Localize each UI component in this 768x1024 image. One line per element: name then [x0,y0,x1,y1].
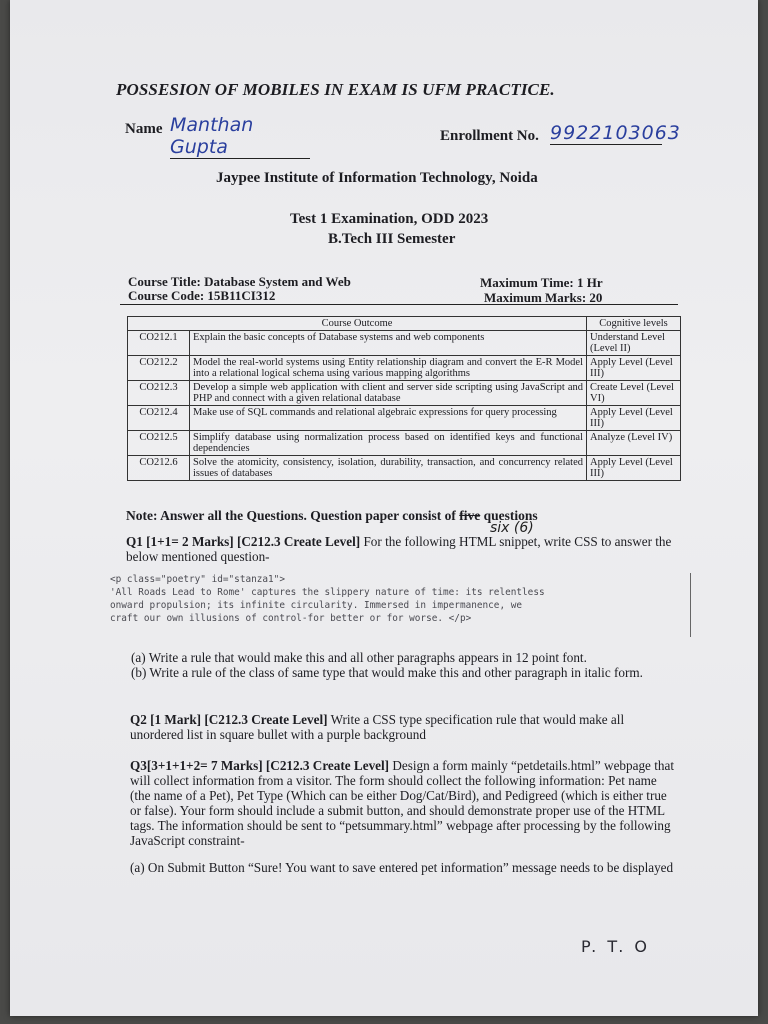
co-code: CO212.5 [128,431,190,456]
max-time: Maximum Time: 1 Hr [480,275,603,290]
q2-text: Write a CSS type specification rule that would make all unordered list in square bullet with a purple background [130,712,625,742]
institute-name: Jaypee Institute of Information Technology, Noida [216,170,538,186]
exam-sheet [10,0,758,1016]
table-row [128,356,681,381]
table-row [128,381,681,406]
question-2 [130,712,680,742]
co-level: Apply Level (Level III) [587,456,681,481]
co-code: CO212.6 [128,456,190,481]
note-struck-word: five [459,508,481,523]
code-line: craft our own illusions of control-for better or for worse. </p> [110,613,472,624]
co-code: CO212.4 [128,406,190,431]
handwritten-correction: six (6) [490,520,534,536]
q3-part-a: (a) On Submit Button “Sure! You want to save entered pet information” message needs to be displayed [130,860,674,875]
co-level: Understand Level (Level II) [587,331,681,356]
co-level: Create Level (Level VI) [587,381,681,406]
table-row [128,331,681,356]
enrollment-label: Enrollment No. [440,128,539,144]
co-outcome: Model the real-world systems using Entity relationship diagram and convert the E-R Model into a relational logical schema using various mapping algorithms [190,356,587,381]
max-marks: Maximum Marks: 20 [484,290,603,305]
table-row [128,406,681,431]
co-code: CO212.2 [128,356,190,381]
co-code: CO212.3 [128,381,190,406]
code-line: onward propulsion; its infinite circularity. Immersed in impermanence, we [110,600,523,611]
q1-part-b: (b) Write a rule of the class of same type that would make this and other paragraph in italic form. [131,665,643,680]
code-line: 'All Roads Lead to Rome' captures the slippery nature of time: its relentless [110,587,545,598]
co-level: Apply Level (Level III) [587,356,681,381]
table-header-row [128,317,681,331]
co-level: Apply Level (Level III) [587,406,681,431]
mobile-warning: POSSESION OF MOBILES IN EXAM IS UFM PRACTICE. [116,80,555,99]
outcome-header: Course Outcome [128,317,587,331]
question-3 [130,758,680,848]
student-name: Manthan Gupta [170,114,310,159]
table-row [128,431,681,456]
html-snippet [110,573,691,637]
table-row [128,456,681,481]
co-outcome: Explain the basic concepts of Database systems and web components [190,331,587,356]
name-label: Name [125,121,163,137]
course-title: Course Title: Database System and Web [128,274,351,289]
q3-heading: Q3[3+1+1+2= 7 Marks] [C212.3 Create Level] [130,758,390,773]
co-outcome: Develop a simple web application with client and server side scripting using JavaScript and PHP and connect with a given relational database [190,381,587,406]
note-text-end: questions [480,508,538,523]
q1-part-a: (a) Write a rule that would make this and all other paragraphs appears in 12 point font. [131,650,587,665]
co-level: Analyze (Level IV) [587,431,681,456]
code-line: <p class="poetry" id="stanza1"> [110,574,285,585]
question-1 [126,534,678,564]
please-turn-over: P. T. O [581,937,650,956]
instruction-note [126,508,538,524]
enrollment-number: 9922103063 [550,122,681,144]
semester: B.Tech III Semester [328,231,456,247]
divider [120,304,678,305]
co-outcome: Simplify database using normalization process based on identified keys and functional dependencies [190,431,587,456]
co-outcome: Solve the atomicity, consistency, isolation, durability, transaction, and concurrency related issues of databases [190,456,587,481]
q3-text: Design a form mainly “petdetails.html” webpage that will collect information from a visitor. The form should collect the following information: Pet name (the name of a Pet), Pet Type (Which can be either Dog/Cat/Bird), and Pedigreed (which is either true or false). Your form should include a submit button, and should demonstrate proper use of the HTML tags. The information should be sent to “petsummary.html” webpage after processing by the following JavaScript constraint- [130,758,674,848]
course-code: Course Code: 15B11CI312 [128,288,276,303]
q1-text: For the following HTML snippet, write CSS to answer the below mentioned question- [126,534,672,564]
q2-heading: Q2 [1 Mark] [C212.3 Create Level] [130,712,328,727]
course-outcomes-table [127,316,681,481]
note-text: Note: Answer all the Questions. Question paper consist of [126,508,460,523]
q1-heading: Q1 [1+1= 2 Marks] [C212.3 Create Level] [126,534,361,549]
co-code: CO212.1 [128,331,190,356]
co-outcome: Make use of SQL commands and relational algebraic expressions for query processing [190,406,587,431]
level-header: Cognitive levels [587,317,681,331]
exam-title: Test 1 Examination, ODD 2023 [290,211,489,227]
